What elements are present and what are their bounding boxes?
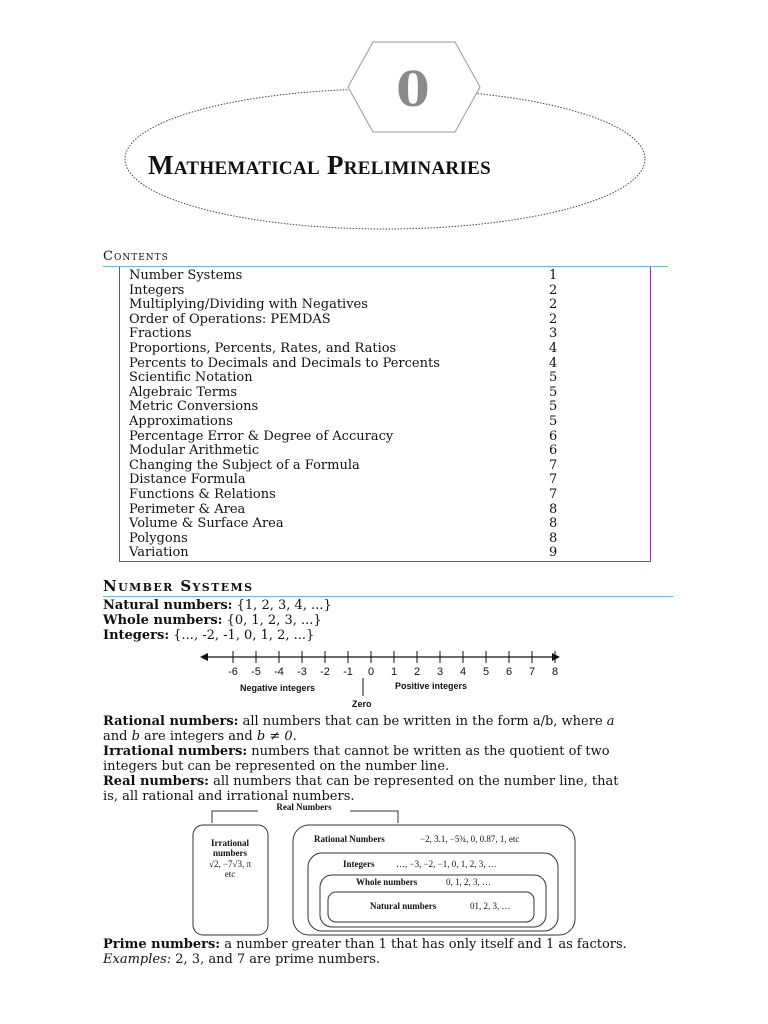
rational-title: Rational Numbers [314, 834, 385, 844]
irrational-text-1: numbers that cannot be written as the quotient of two [247, 744, 610, 759]
contents-item[interactable] [129, 444, 639, 459]
contents-item-title: Fractions [129, 326, 192, 342]
contents-heading: Contents [103, 249, 668, 267]
irrational-title-2: numbers [212, 848, 248, 858]
contents-item-title: Volume & Surface Area [129, 516, 284, 532]
contents-item[interactable] [129, 357, 639, 372]
contents-item[interactable] [129, 400, 639, 415]
number-line-tick-label: -5 [251, 666, 261, 678]
contents-item-title: Order of Operations: PEMDAS [129, 311, 331, 327]
contents-item-page: 5 [549, 399, 558, 415]
irrational-text-2: integers but can be represented on the number line. [103, 759, 450, 774]
prime-numbers-definition [103, 937, 678, 967]
contents-item-page: 7 [549, 472, 558, 488]
integer-number-line [200, 648, 560, 710]
contents-item-page: 5 [549, 370, 558, 386]
number-line-tick-label: 5 [482, 666, 490, 678]
real-numbers-diagram [190, 801, 580, 937]
contents-item-title: Algebraic Terms [129, 384, 237, 400]
chapter-number: 0 [396, 62, 430, 118]
number-line-tick-label: 3 [436, 666, 444, 678]
real-bracket-right [350, 811, 398, 823]
contents-item-title: Proportions, Percents, Rates, and Ratios [129, 341, 397, 356]
contents-item[interactable] [129, 488, 639, 503]
rational-var-b: b [131, 729, 140, 744]
number-line-tick-label: 2 [413, 666, 421, 678]
contents-item[interactable] [129, 517, 639, 532]
contents-item-page: 7 [549, 487, 558, 502]
number-line-tick-label: 1 [390, 666, 398, 678]
rational-text-1: all numbers that can be written in the form a/b, where [238, 714, 607, 729]
contents-item[interactable] [129, 473, 639, 488]
whole-title: Whole numbers [356, 877, 418, 887]
contents-item-page: 8 [549, 516, 558, 532]
chapter-header-decoration [0, 0, 768, 240]
number-line-tick-label: 0 [367, 666, 375, 678]
irrational-examples: √2, −7√3, π [209, 859, 251, 869]
contents-item-page: 3 [549, 326, 558, 342]
integers-examples: …, −3, −2, −1, 0, 1, 2, 3, … [396, 859, 497, 869]
natural-numbers-label: Natural numbers: [103, 598, 233, 613]
rational-var-a: a [606, 714, 615, 729]
contents-item[interactable] [129, 298, 639, 313]
contents-item-title: Modular Arithmetic [129, 443, 260, 459]
real-text-2: is, all rational and irrational numbers. [103, 789, 355, 804]
chapter-title: Mathematical Preliminaries [148, 150, 491, 180]
right-arrow-icon [552, 653, 560, 661]
contents-item[interactable] [129, 503, 639, 518]
contents-item-page: 4 [549, 355, 558, 371]
number-line-tick-label: 4 [459, 666, 467, 678]
section-heading-number-systems: Number Systems [103, 577, 673, 597]
contents-item-title: Percents to Decimals and Decimals to Percents [129, 355, 440, 371]
real-numbers-definition [103, 774, 678, 804]
whole-numbers-label: Whole numbers: [103, 613, 223, 628]
number-line-tick-label: 8 [551, 666, 559, 678]
natural-numbers-set: {1, 2, 3, 4, ...} [232, 598, 332, 613]
contents-item-page: 2 [549, 311, 558, 327]
negative-integers-label: Negative integers [240, 683, 316, 693]
number-line-tick-label: 6 [505, 666, 513, 678]
integers-set: {..., -2, -1, 0, 1, 2, ...} [169, 628, 315, 643]
irrational-numbers-definition [103, 744, 678, 774]
whole-numbers-line [103, 613, 678, 628]
integers-label: Integers: [103, 628, 170, 643]
contents-item[interactable] [129, 386, 639, 401]
contents-item-title: Approximations [129, 414, 233, 429]
contents-item[interactable] [129, 430, 639, 445]
contents-item-title: Variation [129, 545, 189, 561]
number-line-tick-label: -2 [320, 666, 330, 678]
contents-item-title: Polygons [129, 530, 188, 546]
positive-integers-label: Positive integers [395, 681, 468, 691]
contents-item-title: Functions & Relations [129, 487, 276, 502]
prime-numbers-label: Prime numbers: [103, 937, 221, 952]
left-arrow-icon [200, 653, 208, 661]
real-numbers-title: Real Numbers [276, 802, 332, 812]
contents-item[interactable] [129, 532, 639, 547]
contents-item-page: 6 [549, 443, 558, 459]
real-bracket-left [212, 811, 258, 823]
contents-item-page: 2 [549, 282, 558, 298]
real-text-1: all numbers that can be represented on the number line, that [208, 774, 619, 789]
number-line-tick-label: -3 [297, 666, 307, 678]
number-line-tick-label: -4 [274, 666, 284, 678]
prime-examples-text: 2, 3, and 7 are prime numbers. [171, 952, 381, 967]
contents-item[interactable] [129, 269, 639, 284]
rational-condition: b ≠ 0 [256, 729, 293, 744]
rational-text-3: are integers and [139, 729, 257, 744]
whole-examples: 0, 1, 2, 3, … [446, 877, 491, 887]
contents-item[interactable] [129, 342, 639, 357]
integers-line [103, 628, 678, 643]
contents-item-page: 8 [549, 530, 558, 546]
contents-item-page: 4 [549, 341, 558, 356]
number-line-tick-label: -1 [343, 666, 353, 678]
rational-numbers-label: Rational numbers: [103, 714, 239, 729]
contents-item-title: Metric Conversions [129, 399, 259, 415]
rational-numbers-definition [103, 714, 678, 744]
contents-item-title: Percentage Error & Degree of Accuracy [129, 428, 394, 444]
natural-title: Natural numbers [370, 901, 437, 911]
contents-item[interactable] [129, 327, 639, 342]
number-line-tick-label: 7 [528, 666, 536, 678]
integers-title: Integers [343, 859, 375, 869]
prime-examples-label: Examples: [103, 952, 172, 967]
contents-item[interactable] [129, 415, 639, 430]
irrational-numbers-label: Irrational numbers: [103, 744, 248, 759]
rational-text-4: . [292, 729, 297, 744]
contents-item-title: Integers [129, 282, 185, 298]
contents-item-page: 5 [549, 414, 558, 429]
contents-item-page: 1 [549, 268, 558, 283]
natural-examples: 01, 2, 3, … [470, 901, 511, 911]
prime-text-1: a number greater than 1 that has only itself and 1 as factors. [220, 937, 627, 952]
contents-list [119, 267, 651, 562]
contents-item-page: 9 [549, 545, 558, 561]
irrational-etc: etc [224, 869, 236, 879]
contents-item-title: Number Systems [129, 268, 243, 283]
contents-item-page: 7 [549, 457, 558, 473]
contents-item[interactable] [129, 459, 639, 474]
contents-item[interactable] [129, 546, 639, 561]
zero-label: Zero [352, 699, 372, 709]
contents-item-page: 6 [549, 428, 558, 444]
irrational-title-1: Irrational [211, 838, 249, 848]
contents-item[interactable] [129, 284, 639, 299]
rational-text-2: and [103, 729, 132, 744]
contents-item-title: Scientific Notation [129, 370, 253, 386]
natural-numbers-line [103, 598, 678, 613]
number-line-tick-label: -6 [228, 666, 238, 678]
contents-item-title: Perimeter & Area [129, 501, 246, 517]
contents-item-page: 8 [549, 501, 558, 517]
contents-item[interactable] [129, 313, 639, 328]
whole-numbers-set: {0, 1, 2, 3, ...} [222, 613, 322, 628]
contents-item-title: Changing the Subject of a Formula [129, 457, 360, 473]
rational-examples: −2, 3.1, −5¾, 0, 0.87, 1, etc [420, 834, 520, 844]
real-numbers-label: Real numbers: [103, 774, 209, 789]
contents-item[interactable] [129, 371, 639, 386]
contents-item-page: 2 [549, 297, 558, 313]
contents-item-title: Multiplying/Dividing with Negatives [129, 297, 368, 313]
contents-item-page: 5 [549, 384, 558, 400]
contents-item-title: Distance Formula [129, 472, 246, 488]
